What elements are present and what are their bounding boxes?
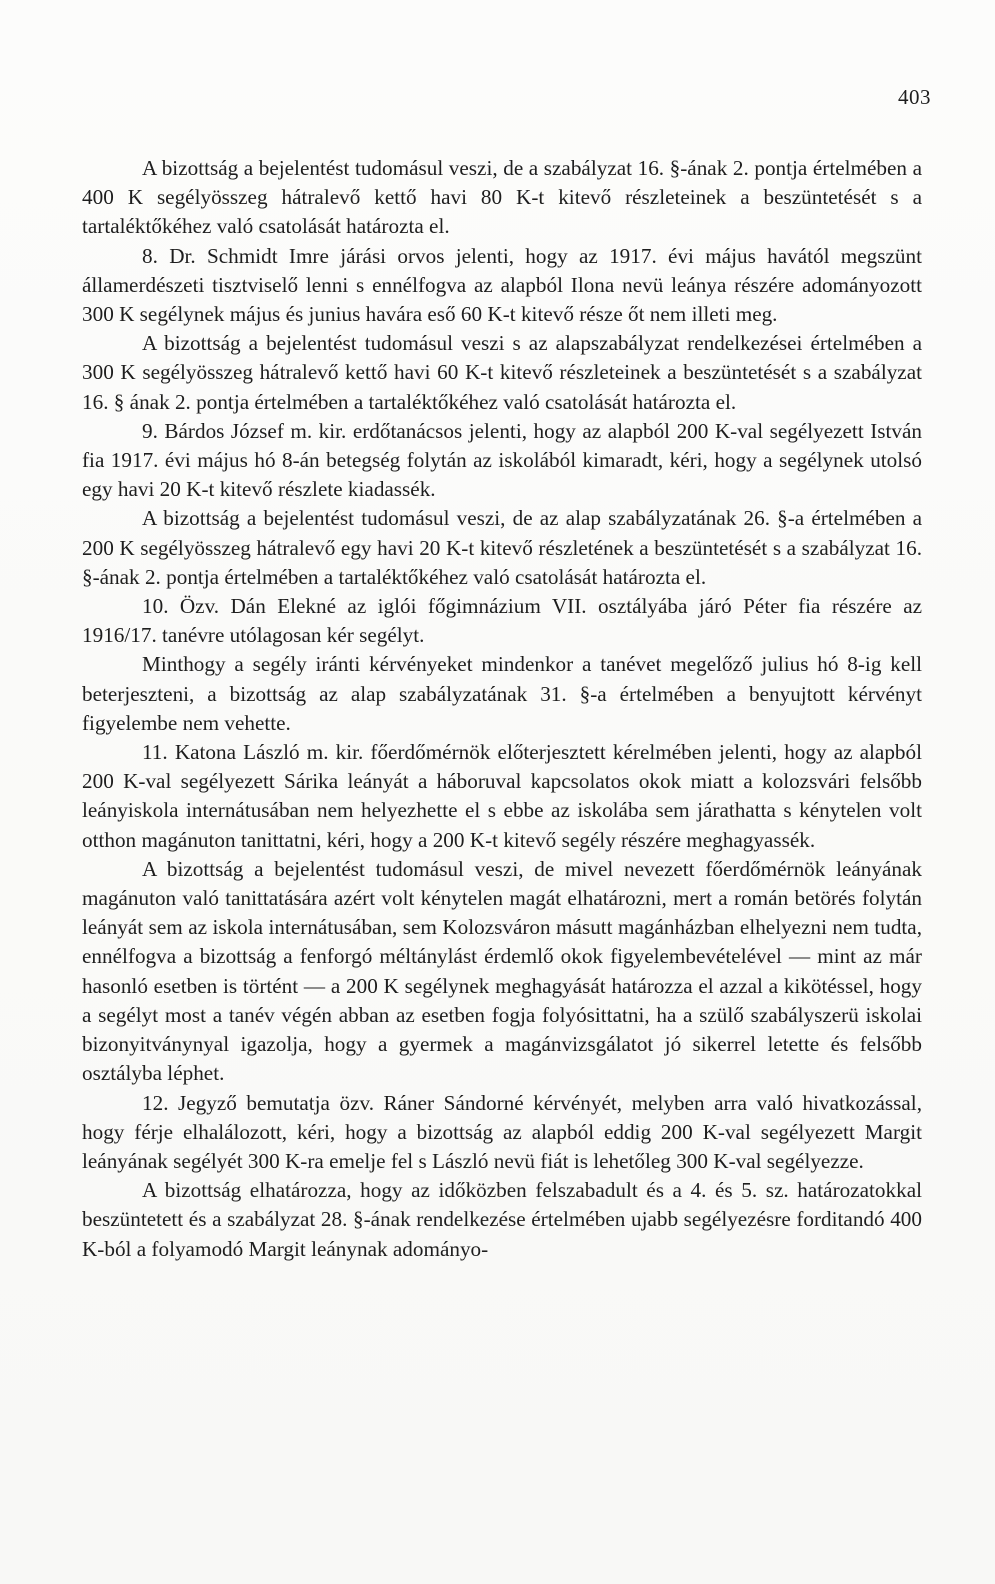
paragraph-1: A bizottság a bejelentést tudomásul veszi, de a szabályzat 16. §-ának 2. pontja értelmében a 400 K segélyösszeg hátralevő kettő havi 80 K-t kitevő részleteinek a beszüntetését s a tartaléktőkéhez való csatolását határozta el. (82, 156, 922, 239)
paragraph-2: 8. Dr. Schmidt Imre járási orvos jelenti, hogy az 1917. évi május havától megszünt államerdészeti tisztviselő lenni s ennélfogva az alapból Ilona nevü leánya részére adományozott 300 K segélynek május és junius havára eső 60 K-t kitevő része őt nem illeti meg. (82, 243, 922, 327)
paragraph-4: 9. Bárdos József m. kir. erdőtanácsos jelenti, hogy az alapból 200 K-val segélyezett István fia 1917. évi május hó 8-án betegség folytán az iskolából kimaradt, kéri, hogy a segélynek utolsó egy havi 20 K-t kitevő részlete kiadassék. (82, 418, 922, 502)
body-text (82, 154, 922, 1264)
paragraph-3: A bizottság a bejelentést tudomásul veszi s az alapszabályzat rendelkezései értelmében a 300 K segélyösszeg hátralevő kettő havi 60 K-t kitevő részleteinek a beszüntetését s a szabályzat 16. § ának 2. pontja értelmében a tartaléktőkéhez való csatolását határozta el. (82, 331, 922, 414)
paragraph-7: Minthogy a segély iránti kérvényeket mindenkor a tanévet megelőző julius hó 8-ig kell beterjeszteni, a bizottság az alap szabályzatának 31. §-a értelmében a benyujtott kérvényt figyelembe nem vehette. (82, 652, 922, 735)
paragraph-10: 12. Jegyző bemutatja özv. Ráner Sándorné kérvényét, melyben arra való hivatkozással, hogy férje elhalálozott, kéri, hogy a bizottság az alapból eddig 200 K-val segélyezett Margit leányának segélyét 300 K-ra emelje fel s László nevü fiát is lehetőleg 300 K-val segélyezze. (82, 1090, 922, 1173)
page-number: 403 (898, 85, 931, 109)
paragraph-5: A bizottság a bejelentést tudomásul veszi, de az alap szabályzatának 26. §-a értelmében a 200 K segélyösszeg hátralevő egy havi 20 K-t kitevő részletének a beszüntetését s a szabályzat 16. §-ának 2. pontja értelmében a tartaléktőkéhez való csatolását határozta el. (82, 506, 922, 589)
paragraph-9: A bizottság a bejelentést tudomásul veszi, de mivel nevezett főerdőmérnök leányának magánuton való tanittatására azért volt kénytelen magát elhatározni, mert a román betörés folytán leányát sem az iskola internátusában, sem Kolozsváron másutt magánházban elhelyezni nem tudta, ennélfogva a bizottság a fenforgó méltánylást érdemlő okok figyelembevételével — mint az már hasonló esetben is történt — a 200 K segélynek meghagyását határozza el azzal a kikötéssel, hogy a segélyt most a tanév végén abban az esetben fogja folyósittatni, ha a szülő szabályszerü iskolai bizonyitványnyal igazolja, hogy a gyermek a magánvizsgálatot jó sikerrel letette és felsőbb osztályba léphet. (82, 856, 922, 1086)
paragraph-11: A bizottság elhatározza, hogy az időközben felszabadult és a 4. és 5. sz. határozatokkal beszüntetett és a szabályzat 28. §-ának rendelkezése értelmében ujabb segélyezésre forditandó 400 K-ból a folyamodó Margit leánynak adományo- (82, 1178, 922, 1261)
paragraph-8: 11. Katona László m. kir. főerdőmérnök előterjesztett kérelmében jelenti, hogy az alapból 200 K-val segélyezett Sárika leányát a háboruval kapcsolatos okok miatt a kolozsvári felsőbb leányiskola internátusában nem helyezhette el s ebbe az iskolába sem járathatta s kénytelen volt otthon magánuton tanittatni, kéri, hogy a 200 K-t kitevő segély részére meghagyassék. (82, 740, 922, 852)
paragraph-6: 10. Özv. Dán Elekné az iglói főgimnázium VII. osztályába járó Péter fia részére az 1916/17. tanévre utólagosan kér segélyt. (82, 594, 922, 648)
